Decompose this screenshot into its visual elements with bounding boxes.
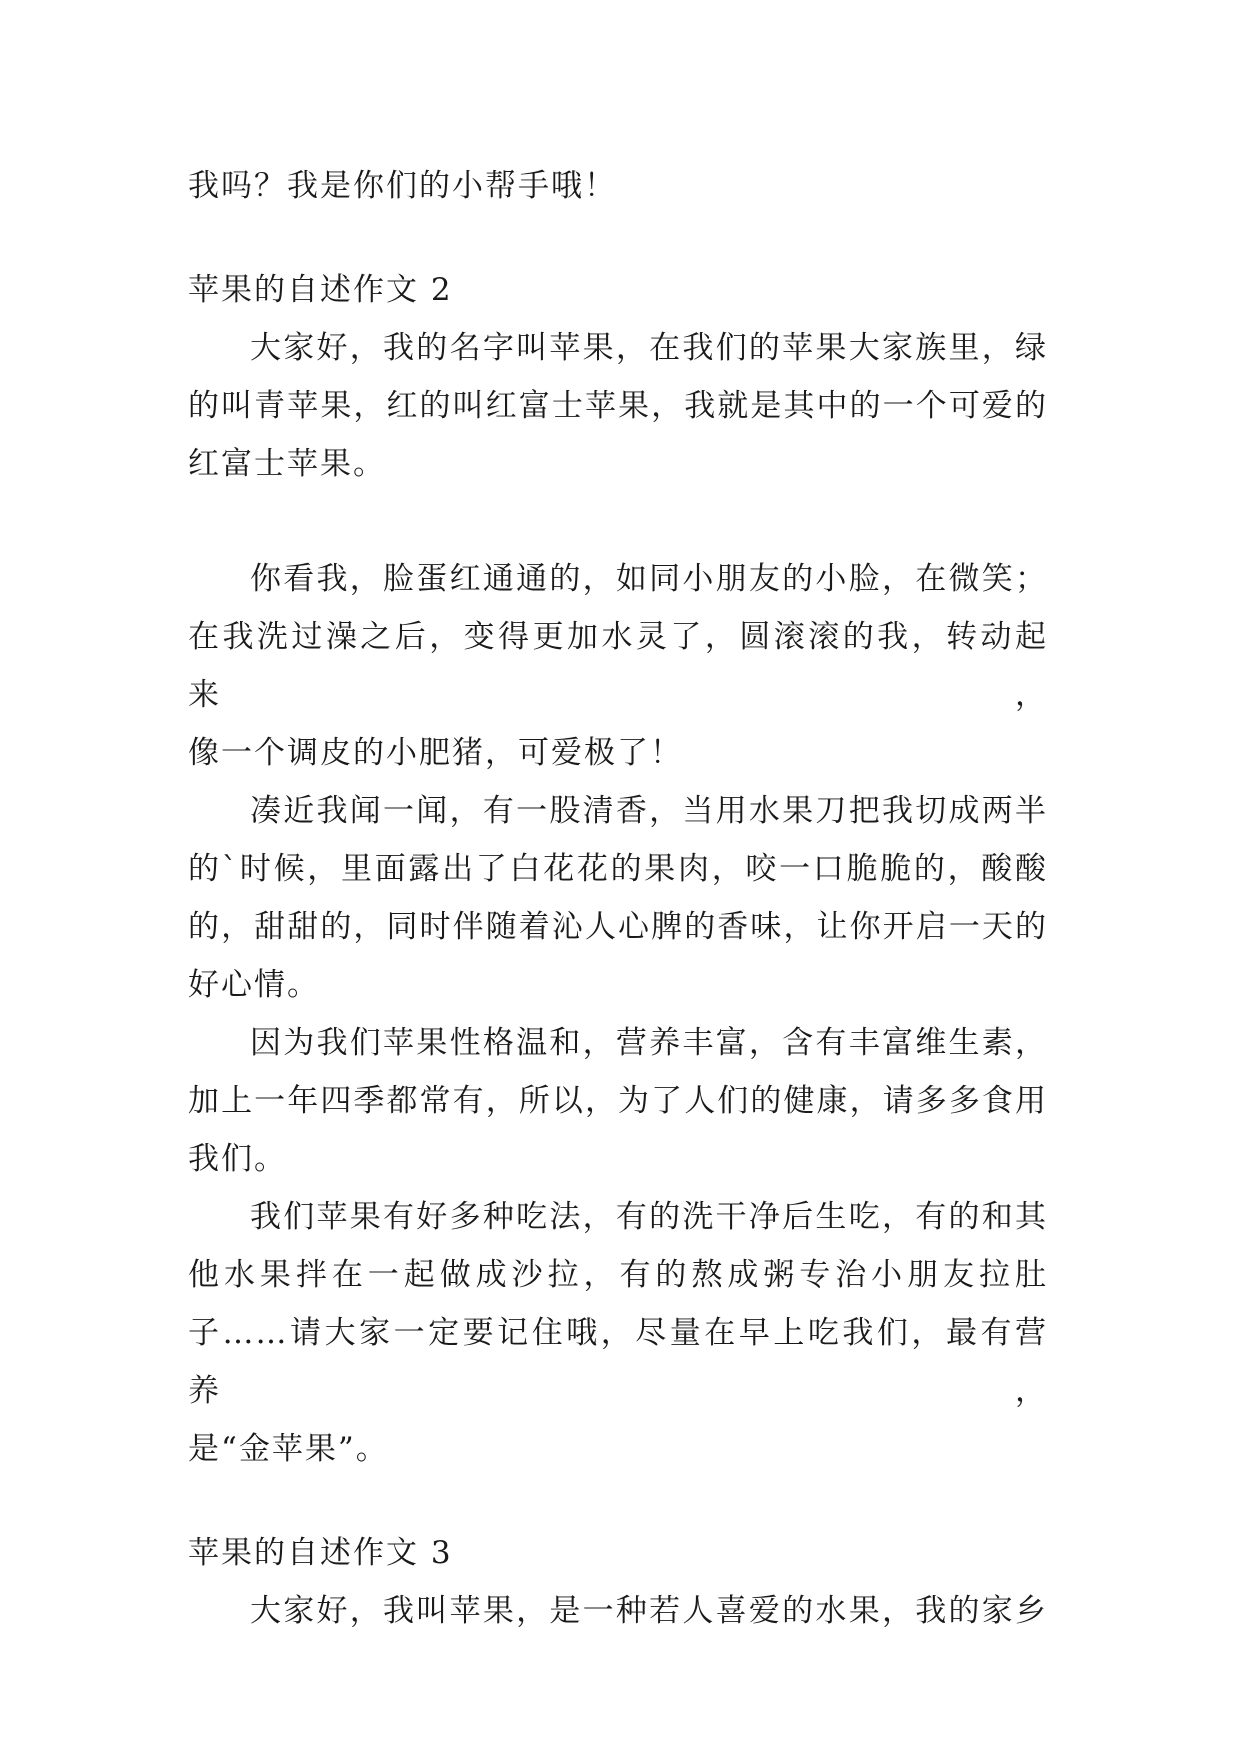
text-line: 红富士苹果。 [188, 446, 386, 482]
text-line: 的，甜甜的，同时伴随着沁人心脾的香味，让你开启一天的 [188, 909, 1048, 945]
text-line: 他水果拌在一起做成沙拉，有的熬成粥专治小朋友拉肚 [188, 1257, 1048, 1293]
paragraph [188, 1582, 1048, 1640]
text-line: 加上一年四季都常有，所以，为了人们的健康，请多多食用 [188, 1083, 1048, 1119]
text-line: 我们苹果有好多种吃法，有的洗干净后生吃，有的和其 [250, 1199, 1048, 1235]
text-line: 我们。 [188, 1141, 287, 1177]
intro-paragraph [188, 157, 1048, 215]
text-line: 大家好，我叫苹果，是一种若人喜爱的水果，我的家乡 [250, 1593, 1048, 1629]
paragraph [188, 782, 1048, 1014]
section-heading-2: 苹果的自述作文 2 [188, 272, 453, 308]
text-line: 的叫青苹果，红的叫红富士苹果，我就是其中的一个可爱的 [188, 388, 1048, 424]
text-line: 凑近我闻一闻，有一股清香，当用水果刀把我切成两半 [250, 793, 1048, 829]
text-line: 子……请大家一定要记住哦，尽量在早上吃我们，最有营养， [188, 1315, 1048, 1409]
section-heading-3: 苹果的自述作文 3 [188, 1535, 453, 1571]
paragraph [188, 1188, 1048, 1478]
text-line: 大家好，我的名字叫苹果，在我们的苹果大家族里，绿 [250, 330, 1048, 366]
text-line: 我吗？我是你们的小帮手哦！ [188, 168, 617, 204]
paragraph [188, 550, 1048, 782]
paragraph [188, 319, 1048, 493]
text-line: 你看我，脸蛋红通通的，如同小朋友的小脸，在微笑； [250, 561, 1048, 597]
text-line: 的`时候，里面露出了白花花的果肉，咬一口脆脆的，酸酸 [188, 851, 1048, 887]
document-body [188, 157, 1048, 1640]
text-line: 像一个调皮的小肥猪，可爱极了！ [188, 735, 683, 771]
text-line: 因为我们苹果性格温和，营养丰富，含有丰富维生素， [250, 1025, 1048, 1061]
text-line: 在我洗过澡之后，变得更加水灵了，圆滚滚的我，转动起来， [188, 619, 1048, 713]
paragraph [188, 1014, 1048, 1188]
text-line: 是“金苹果”。 [188, 1431, 389, 1467]
text-line: 好心情。 [188, 967, 320, 1003]
